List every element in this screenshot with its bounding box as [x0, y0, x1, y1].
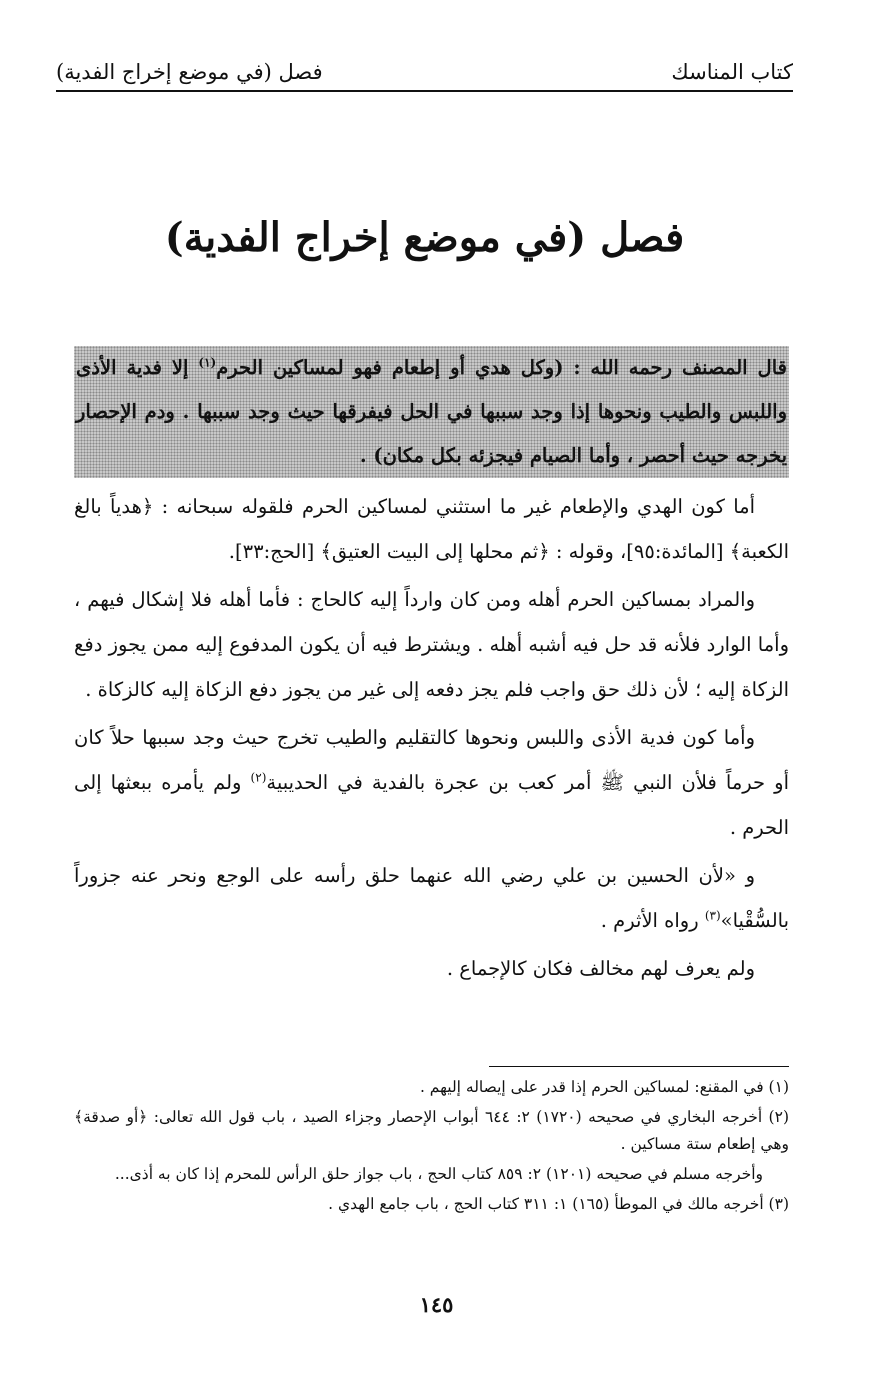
footnote-2-continued: وأخرجه مسلم في صحيحه (١٢٠١) ٢: ٨٥٩ كتاب الحج ، باب جواز حلق الرأس للمحرم إذا كان به أذى...: [114, 1165, 763, 1183]
paragraph-5: ولم يعرف لهم مخالف فكان كالإجماع .: [446, 957, 755, 980]
paragraph-4-start: و «لأن الحسين بن علي رضي الله عنهما حلق رأسه على الوجع ونحر عنه جزوراً بالسُّقْيا»: [74, 864, 789, 932]
footnote-ref-3[interactable]: (٣): [704, 908, 721, 923]
matn-text-end: إلا فدية الأذى واللبس والطيب ونحوها إذا وجد سببها في الحل فيفرقها حيث وجد سببها . ودم الإحصار يخرجه حيث أحصر ، وأما الصيام فيجزئه بكل مكان) .: [76, 356, 787, 467]
commentary-body: [74, 484, 789, 994]
header-book-title: كتاب المناسك: [671, 60, 793, 84]
running-header: [56, 52, 793, 92]
header-chapter-title: فصل (في موضع إخراج الفدية): [56, 60, 323, 84]
matn-text-start: قال المصنف رحمه الله : (وكل هدي أو إطعام فهو لمساكين الحرم: [216, 356, 787, 379]
footnote-2: (٢) أخرجه البخاري في صحيحه (١٧٢٠) ٢: ٦٤٤ أبواب الإحصار وجزاء الصيد ، باب قول الله تعالى: ﴿أو صدقة﴾ وهي إطعام ستة مساكين .: [74, 1108, 789, 1153]
section-title: فصل (في موضع إخراج الفدية): [164, 214, 685, 261]
footnote-1: (١) في المقنع: لمساكين الحرم إذا قدر على إيصاله إليهم .: [419, 1078, 789, 1096]
matn-text-block: [74, 346, 789, 478]
footnote-3: (٣) أخرجه مالك في الموطأ (١٦٥) ١: ٣١١ كتاب الحج ، باب جامع الهدي .: [328, 1195, 789, 1213]
footnote-ref-1[interactable]: (١): [198, 355, 217, 370]
paragraph-3-start: وأما كون فدية الأذى واللبس ونحوها كالتقليم والطيب تخرج حيث وجد سببها حلاً كان أو حرماً فلأن النبي ﷺ أمر كعب بن عجرة بالفدية في الحديبية: [74, 726, 789, 794]
paragraph-3-end: ولم يأمره ببعثها إلى الحرم .: [74, 771, 789, 839]
page-number: ١٤٥: [419, 1292, 454, 1317]
paragraph-4-end: رواه الأثرم .: [600, 909, 705, 932]
paragraph-3: [74, 715, 789, 850]
footnote-ref-2[interactable]: (٢): [250, 770, 267, 785]
paragraph-1: أما كون الهدي والإطعام غير ما استثني لمساكين الحرم فلقوله سبحانه : ﴿هدياً بالغ الكعبة﴾ [المائدة:٩٥]، وقوله : ﴿ثم محلها إلى البيت العتيق﴾ [الحج:٣٣].: [74, 495, 789, 563]
paragraph-4: [74, 853, 789, 943]
footnotes: [74, 1074, 789, 1221]
footnote-separator: [489, 1066, 789, 1067]
paragraph-2: والمراد بمساكين الحرم أهله ومن كان وارداً إليه كالحاج : فأما أهله فلا إشكال فيهم ، وأما الوارد فلأنه قد حل فيه أشبه أهله . ويشترط فيه أن يكون المدفوع إليه ممن يجوز دفع الزكاة إليه ؛ لأن ذلك حق واجب فلم يجز دفعه إلى غير من يجوز دفع الزكاة إليه كالزكاة .: [74, 588, 789, 701]
